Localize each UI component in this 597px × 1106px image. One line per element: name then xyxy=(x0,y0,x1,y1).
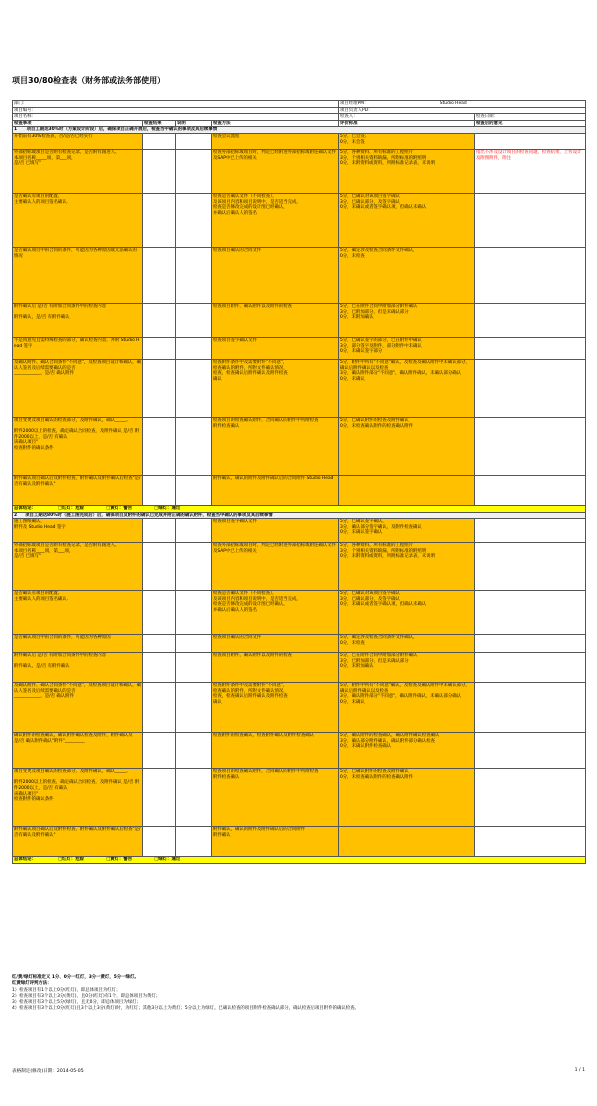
check-method: 检查会议流程 xyxy=(212,133,339,149)
result-cell[interactable] xyxy=(176,827,212,857)
opinion-cell[interactable] xyxy=(475,635,586,653)
result-cell[interactable] xyxy=(176,653,212,683)
info-row-project-name xyxy=(13,114,586,121)
check-item: 项目变更及项目确认的检查部分，及附件确认，确认_____。 附件2000以上的检查，确定确认合同检查，及附件确认 是/否 附件2000以上，是/否 有确认 该确认项目" 检查附件的确认条件 xyxy=(13,769,143,827)
evaluation-standard: 5分，已在附件合同中附加部分附件确认 3分，已附加部分，但是未确认部分 0分，未附加确认 xyxy=(339,653,475,683)
table-row xyxy=(13,247,586,303)
confirm-cell[interactable] xyxy=(143,733,176,769)
confirm-cell[interactable] xyxy=(143,475,176,505)
check-method: 检查是否确认文件（不同检查）， 及该项目内容和项目说明中，是否适当完成， 检查是否修改完成的设计图已经确认， 并确认后确认人的签名 xyxy=(212,193,339,247)
check-item: 外部招标或项目是否附有检查记录，是否附有跟进人、 本项目名称____项，第___项， 是/否 已填写" xyxy=(13,543,143,591)
table-row xyxy=(13,543,586,591)
evaluation-standard: 5分，确定涉及检查合同条件文件确认， 0分，未检查 xyxy=(339,635,475,653)
summary-label: 总体结论： xyxy=(14,505,36,511)
notes-item: 2）检查项目有3个以上3分(黄灯)，且0分(红灯)有1个，即总体项目为黄灯； xyxy=(12,993,161,999)
opinion-cell[interactable] xyxy=(475,591,586,635)
opinion-cell[interactable] xyxy=(475,733,586,769)
evaluation-standard xyxy=(339,827,475,857)
result-cell[interactable] xyxy=(176,133,212,149)
result-cell[interactable] xyxy=(176,591,212,635)
confirm-cell[interactable] xyxy=(143,769,176,827)
evaluation-standard: 5分，各种资料、所有标准的工程照片 3分，个别相关资料缺漏，所附标准的附照明 0分，未附资料或资料，所附标准记录表，未说明 xyxy=(339,149,475,193)
check-method: 检查外部招标或项目时，判定已经附进外部招标或附连确认文件及SAP中已上传的相关 xyxy=(212,543,339,591)
check-method: 检查项目附件，确认附件以及附件的检查 xyxy=(212,653,339,683)
result-cell[interactable] xyxy=(176,417,212,475)
table-row xyxy=(13,359,586,417)
table-row xyxy=(13,769,586,827)
result-cell[interactable] xyxy=(176,193,212,247)
confirm-cell[interactable] xyxy=(143,149,176,193)
check-item: 及确认附件、确认合同条件"不同意"，及检查项目设计和确认，确认人签名及后续需要确认的是否 ____________，是/否 确认附件 xyxy=(13,359,143,417)
section-2-header xyxy=(13,512,586,519)
check-item: 不是同意见且需特殊检查的部分，确认检查内容，并附 Studio Head 签字 xyxy=(13,337,143,359)
footer-page-number: 1 / 1 xyxy=(574,1068,585,1073)
opinion-cell[interactable] xyxy=(475,475,586,505)
section-2-title: 项目工期达80%时（施工图完成后）后，确保项目及附件的确认已完成并附正确的确认附件，检查当中确认的事项及其后续事情 xyxy=(25,512,273,518)
summary-label-2: 总体结论： xyxy=(14,857,36,863)
project-manager-field[interactable] xyxy=(339,101,586,108)
confirm-cell[interactable] xyxy=(143,133,176,149)
table-row xyxy=(13,133,586,149)
opinion-cell[interactable] xyxy=(475,769,586,827)
header-evaluation: 评价标准 xyxy=(339,120,475,127)
evaluation-standard: 5分，附件中所有"不同意"确认，及检查及确认附件中未确认部分，确认后附件确认以及检查 3分，确认附件部分"不同意"，确认附件确认，未确认部分确认 0分，未确认 xyxy=(339,683,475,733)
result-cell[interactable] xyxy=(176,733,212,769)
check-item: 是否确认有项目的配置, 主要确认人的项目签名确认. xyxy=(13,591,143,635)
table-row xyxy=(13,519,586,543)
table-header-row xyxy=(13,120,586,127)
check-method: 附件确认，确认的附件及附件确认后的合同附件 Studio Head xyxy=(212,475,339,505)
evaluation-standard: 5分，确认附件的检查确认，确认附件确认检查确认 3分，确认部分附件确认，确认附件部分确认检查 0分，未确认附件检查确认 xyxy=(339,733,475,769)
inspection-date-field[interactable]: 检查日期： xyxy=(475,114,586,121)
summary-row xyxy=(13,857,586,864)
table-row xyxy=(13,149,586,193)
section-2-number: 2 xyxy=(14,512,18,518)
check-item: 附件确认项目确认后及附件检查，附件确认及附件确认后检查"是/否有确认及附件确认" xyxy=(13,475,143,505)
check-method: 检查附件的检查确认，检查附件确认及附件检查确认 xyxy=(212,733,339,769)
result-cell[interactable] xyxy=(176,683,212,733)
footer-date: 表格制定(修改)日期：2014-05-05 xyxy=(12,1069,84,1074)
info-row-project-number xyxy=(13,107,586,114)
table-row xyxy=(13,733,586,769)
check-method: 检查是否确认文件（不同检查）， 及该项目内容和项目说明中，是否适当完成， 检查是否修改完成的设计图已经确认， 并确认后确认人的签名 xyxy=(212,591,339,635)
table-row xyxy=(13,337,586,359)
confirm-cell[interactable] xyxy=(143,247,176,303)
check-item: 附件确认后 是/否 有附加合同条件中的检查内容 附件确认，是/否 有附件确认 xyxy=(13,303,143,337)
confirm-cell[interactable] xyxy=(143,591,176,635)
notes-definition: 红/黄/绿灯标准定义 1分、0分一红灯，3分一黄灯，5分一绿灯。 xyxy=(12,975,139,980)
confirm-cell[interactable] xyxy=(143,193,176,247)
table-row xyxy=(13,653,586,683)
evaluation-standard: 5分，附件中所有"不同意"确认，及检查及确认附件中未确认部分，确认后附件确认以及检查 3分，确认附件部分"不同意"，确认附件确认，未确认部分确认 0分，未确认 xyxy=(339,359,475,417)
table-row xyxy=(13,475,586,505)
evaluation-standard: 5分，已在附件合同中附加部分附件确认 3分，已附加部分，但是未确认部分 0分，未附加确认 xyxy=(339,303,475,337)
result-cell[interactable] xyxy=(176,149,212,193)
yellow-light-checkbox-2[interactable]: □黄灯：警告 xyxy=(106,857,133,863)
opinion-cell[interactable] xyxy=(475,653,586,683)
opinion-cell[interactable] xyxy=(475,359,586,417)
evaluation-standard: 5分，已确认附件的检查及附件确认 0分，未检查确认附件的检查确认附件 xyxy=(339,769,475,827)
section-1-number: 1 xyxy=(14,127,18,133)
result-cell[interactable] xyxy=(176,769,212,827)
confirm-cell[interactable] xyxy=(143,683,176,733)
check-method: 检查项目确认的合同文件 xyxy=(212,247,339,303)
yellow-light-checkbox[interactable]: □黄灯：警告 xyxy=(106,505,133,511)
result-cell[interactable] xyxy=(176,247,212,303)
project-manager-value: Studio Head xyxy=(439,101,467,106)
department-field[interactable]: 部门： xyxy=(13,101,339,108)
result-cell[interactable] xyxy=(176,635,212,653)
result-cell[interactable] xyxy=(176,359,212,417)
inspector-field[interactable]: 检查人： xyxy=(339,114,475,121)
check-item: 附件确认项目确认后及附件检查，附件确认及附件确认后检查"是/否有确认及附件确认" xyxy=(13,827,143,857)
check-method: 检查附件条件中及需要附件"不同意"， 检查确认的附件，所附文件确认情况， 检查，检查确认后附件确认及附件检查 确认 xyxy=(212,683,339,733)
check-item: 附件确认后 是/否 有附加合同条件中的检查内容 附件确认，是/否 有附件确认 xyxy=(13,653,143,683)
check-method: 检查项目确认的合同文件 xyxy=(212,635,339,653)
opinion-cell[interactable] xyxy=(475,543,586,591)
check-item: 项目变更及项目确认的检查部分，及附件确认，确认_____。 附件2000以上的检查，确定确认合同检查，及附件确认 是/否 附件2000以上，是/否 有确认 该确认项目" 检查附件的确认条件 xyxy=(13,417,143,475)
check-item: 开始前有30%检查表，否/是/否已经实行 xyxy=(13,133,143,149)
opinion-cell[interactable] xyxy=(475,133,586,149)
check-item: 是否确认项目中的合同的条件，可能因为各种原因或无法确认的情况 xyxy=(13,247,143,303)
opinion-cell[interactable] xyxy=(475,337,586,359)
opinion-cell[interactable] xyxy=(475,519,586,543)
check-item: 是否确认项目中的合同的条件，可能因为各种原因 xyxy=(13,635,143,653)
table-row xyxy=(13,193,586,247)
table-row xyxy=(13,635,586,653)
header-opinion: 检查后的意见 xyxy=(475,120,586,127)
result-cell[interactable] xyxy=(176,303,212,337)
confirm-cell[interactable] xyxy=(143,359,176,417)
confirm-cell[interactable] xyxy=(143,635,176,653)
check-item: 确认附件的检查确认，确认附件确认检查及附件，附件确认及 是/否 确认附件确认"附件"_________ xyxy=(13,733,143,769)
result-cell[interactable] xyxy=(176,475,212,505)
evaluation-standard: 5分，确定涉及检查合同条件文件确认， 0分，未检查 xyxy=(339,247,475,303)
opinion-cell[interactable] xyxy=(475,417,586,475)
confirm-cell[interactable] xyxy=(143,543,176,591)
confirm-cell[interactable] xyxy=(143,827,176,857)
notes-item: 1）检查项目有1个以上0分(红灯)，即总体项目为红灯； xyxy=(12,987,121,993)
check-method: 附件确认，确认的附件及附件确认后的合同附件 附件确认 xyxy=(212,827,339,857)
red-light-checkbox[interactable]: □红灯：危险 xyxy=(57,505,85,511)
evaluation-standard: 5分，已确认签字确认， 3分，确认部分签字确认，及附件检查确认 0分，未确认签字确认 xyxy=(339,519,475,543)
evaluation-standard: 5分，已确认对该项目签字确认 3分，已确认部分，及签字确认 0分，未确认或者签字确认项，但确认未确认 xyxy=(339,591,475,635)
green-light-checkbox[interactable]: □绿灯：通过 xyxy=(154,505,181,511)
notes-block xyxy=(12,975,585,1013)
check-method: 检查项目附件，确认附件以及附件的检查 xyxy=(212,303,339,337)
project-number-field[interactable]: 项目编号： xyxy=(13,107,339,114)
check-item: 施工图纸确认， 附件及 Studio Head 签字 xyxy=(13,519,143,543)
section-1-title: 项目工期达30%时（方案设计阶段）后，确保项目正确开展后，检查当中确认的事项及其后续事情 xyxy=(26,127,218,133)
opinion-cell[interactable] xyxy=(475,247,586,303)
result-cell[interactable] xyxy=(176,337,212,359)
header-method: 检查方法 xyxy=(212,120,339,127)
checklist-table xyxy=(12,100,586,864)
check-method: 检查项目的检查确认附件，合同确认的附件中所附检查 附件检查确认 xyxy=(212,417,339,475)
header-confirm: 检查结果 xyxy=(143,120,176,127)
table-row xyxy=(13,303,586,337)
evaluation-standard: 5分，已确认附件的检查及附件确认 0分，未检查确认附件的检查确认附件 xyxy=(339,417,475,475)
confirm-cell[interactable] xyxy=(143,653,176,683)
header-result: 说明 xyxy=(176,120,212,127)
check-method: 检查项目签字确认文件 xyxy=(212,337,339,359)
check-item: 是否确认有项目的配置, 主要确认人的项目签名确认. xyxy=(13,193,143,247)
check-method: 检查外部招标或项目时，判定已经附进外部招标或附连确认文件及SAP中已上传的相关 xyxy=(212,149,339,193)
section-1-header xyxy=(13,127,586,134)
result-cell[interactable] xyxy=(176,543,212,591)
opinion-cell[interactable] xyxy=(475,193,586,247)
project-name-field[interactable]: 项目名称： xyxy=(13,114,339,121)
opinion-cell[interactable]: 指出不涉及设计项目的检查问题，检查结果，上传设计及附图附件，附注 xyxy=(475,149,586,193)
check-method: 检查项目签字确认文件 xyxy=(212,519,339,543)
confirm-cell[interactable] xyxy=(143,519,176,543)
table-row xyxy=(13,683,586,733)
opinion-cell[interactable] xyxy=(475,683,586,733)
check-item: 外部招标或项目是否附有检查记录，是否附有跟进人、 本项目名称_____项，第___项， 是/否 已填写" xyxy=(13,149,143,193)
opinion-cell[interactable] xyxy=(475,303,586,337)
evaluation-standard xyxy=(339,475,475,505)
notes-item: 3）检查项目有3个以上5分(绿灯)，且无0分，即总体项目为绿灯； xyxy=(12,1000,141,1006)
summary-row xyxy=(13,505,586,512)
confirm-cell[interactable] xyxy=(143,303,176,337)
evaluation-standard: 5分，已确认对该项目签字确认 3分，已确认部分，及签字确认 0分，未确认或者签字确认项，但确认未确认 xyxy=(339,193,475,247)
info-row-department xyxy=(13,101,586,108)
evaluation-standard: 5分，已确认签字的部分，已在附件中确认 3分，部分签字及附件，部分附件中未确认 0分，未确认签字部分 xyxy=(339,337,475,359)
table-row xyxy=(13,591,586,635)
check-method: 检查附件条件中及需要附件"不同意"， 检查确认的附件，所附文件确认情况， 检查，检查确认后附件确认及附件检查 确认 xyxy=(212,359,339,417)
green-light-checkbox-2[interactable]: □绿灯：通过 xyxy=(154,857,181,863)
project-director-field[interactable]: 项目负责人PD： xyxy=(339,107,586,114)
header-item: 检查事项 xyxy=(13,120,143,127)
confirm-cell[interactable] xyxy=(143,337,176,359)
red-light-checkbox-2[interactable]: □红灯：危险 xyxy=(57,857,85,863)
opinion-cell[interactable] xyxy=(475,827,586,857)
check-method: 检查项目的检查确认附件，合同确认的附件中所附检查 附件检查确认 xyxy=(212,769,339,827)
check-item: 及确认附件、确认合同条件"不同意"，及检查项目设计和确认，确认人签名及后续需要确认的是否 ____________，是/否 确认附件 xyxy=(13,683,143,733)
confirm-cell[interactable] xyxy=(143,417,176,475)
evaluation-standard: 5分，已会签； 0分，未会签 xyxy=(339,133,475,149)
notes-item: 4）检查项目有3个以上0分(红灯)且3个以上3分(黄灯)时，为红灯；其他3分以上为黄灯；5分以上为绿灯。已确认检查的项目附件检查确认部分，确认检查后项目附件的确认检查。 xyxy=(12,1006,359,1012)
notes-method-title: 红黄绿灯评判方法： xyxy=(12,981,52,987)
project-manager-label: 项目经理PM： xyxy=(340,101,369,106)
document-title: 项目30/80检查表（财务部或法务部使用） xyxy=(12,76,166,85)
table-row xyxy=(13,417,586,475)
result-cell[interactable] xyxy=(176,519,212,543)
evaluation-standard: 5分，各种资料、所有标准的工程照片 3分，个别相关资料缺漏，所附标准的附照明 0分，未附资料或资料，所附标准记录表，未说明 xyxy=(339,543,475,591)
table-row xyxy=(13,827,586,857)
